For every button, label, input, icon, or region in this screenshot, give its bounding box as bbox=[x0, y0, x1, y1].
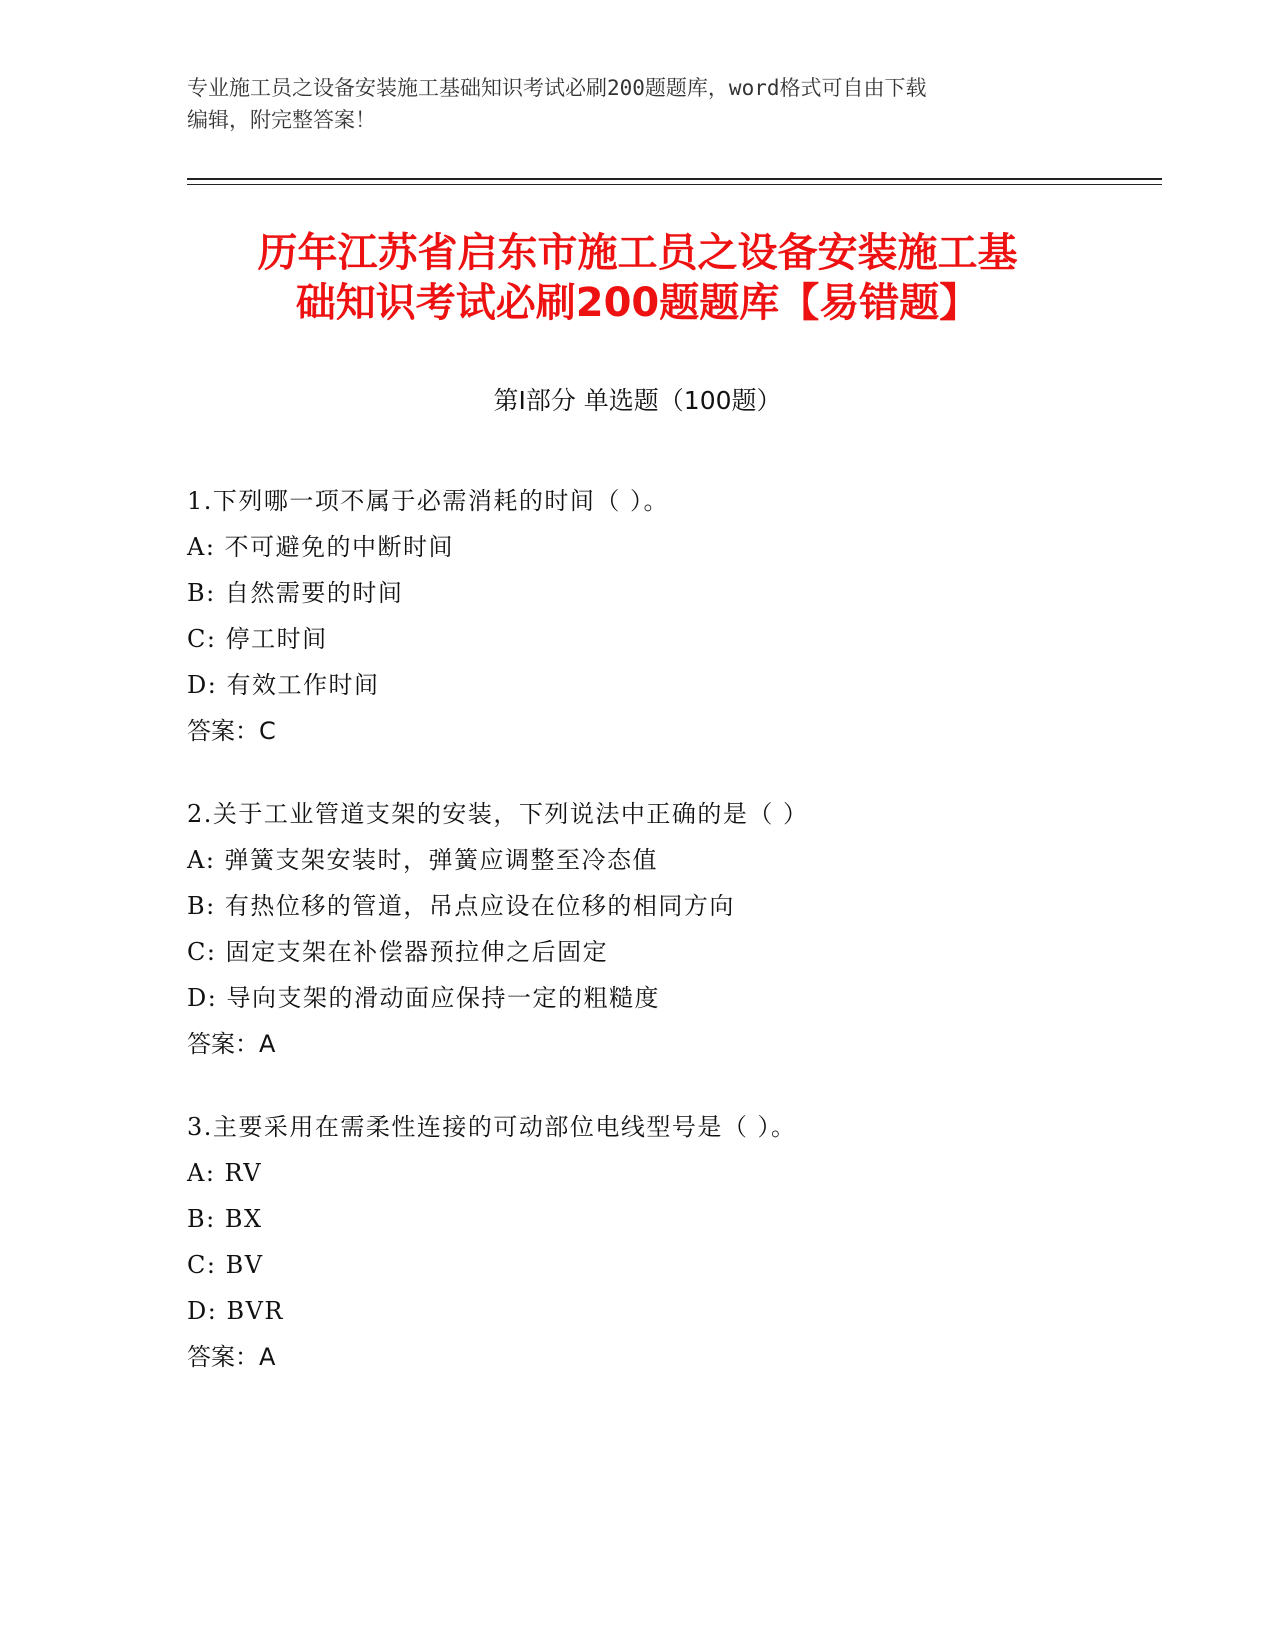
option-b: B: 自然需要的时间 bbox=[187, 579, 404, 607]
option-a: A: 不可避免的中断时间 bbox=[187, 533, 455, 561]
option-a: A: 弹簧支架安装时，弹簧应调整至冷态值 bbox=[187, 846, 659, 874]
question-stem: 3.主要采用在需柔性连接的可动部位电线型号是（ ）。 bbox=[187, 1113, 797, 1141]
header-note-line-1: 专业施工员之设备安装施工基础知识考试必刷200题题库，word格式可自由下载 bbox=[187, 76, 927, 100]
option-b: B: BX bbox=[187, 1205, 263, 1233]
question-list bbox=[187, 478, 1147, 1417]
option-b: B: 有热位移的管道，吊点应设在位移的相同方向 bbox=[187, 892, 735, 920]
option-d: D: BVR bbox=[187, 1297, 284, 1325]
question-item-3 bbox=[187, 1104, 1147, 1380]
question-stem: 1.下列哪一项不属于必需消耗的时间（ ）。 bbox=[187, 487, 670, 515]
document-title bbox=[150, 228, 1125, 328]
header-note bbox=[187, 72, 1087, 136]
option-d: D: 导向支架的滑动面应保持一定的粗糙度 bbox=[187, 984, 660, 1012]
document-title-line-2: 础知识考试必刷200题题库【易错题】 bbox=[295, 280, 980, 326]
section-title: 第Ⅰ部分 单选题（100题） bbox=[493, 386, 782, 415]
header-divider-thick bbox=[187, 178, 1162, 180]
answer: 答案：C bbox=[187, 717, 276, 745]
header-divider-thin bbox=[187, 184, 1162, 185]
option-c: C: 固定支架在补偿器预拉伸之后固定 bbox=[187, 938, 609, 966]
header-note-line-2: 编辑，附完整答案！ bbox=[187, 108, 376, 132]
option-c: C: BV bbox=[187, 1251, 264, 1279]
option-d: D: 有效工作时间 bbox=[187, 671, 380, 699]
document-title-line-1: 历年江苏省启东市施工员之设备安装施工基 bbox=[257, 230, 1018, 276]
option-c: C: 停工时间 bbox=[187, 625, 328, 653]
option-a: A: RV bbox=[187, 1159, 263, 1187]
question-item-2 bbox=[187, 791, 1147, 1067]
answer: 答案：A bbox=[187, 1343, 276, 1371]
question-stem: 2.关于工业管道支架的安装，下列说法中正确的是（ ） bbox=[187, 800, 809, 828]
question-item-1 bbox=[187, 478, 1147, 754]
answer: 答案：A bbox=[187, 1030, 276, 1058]
